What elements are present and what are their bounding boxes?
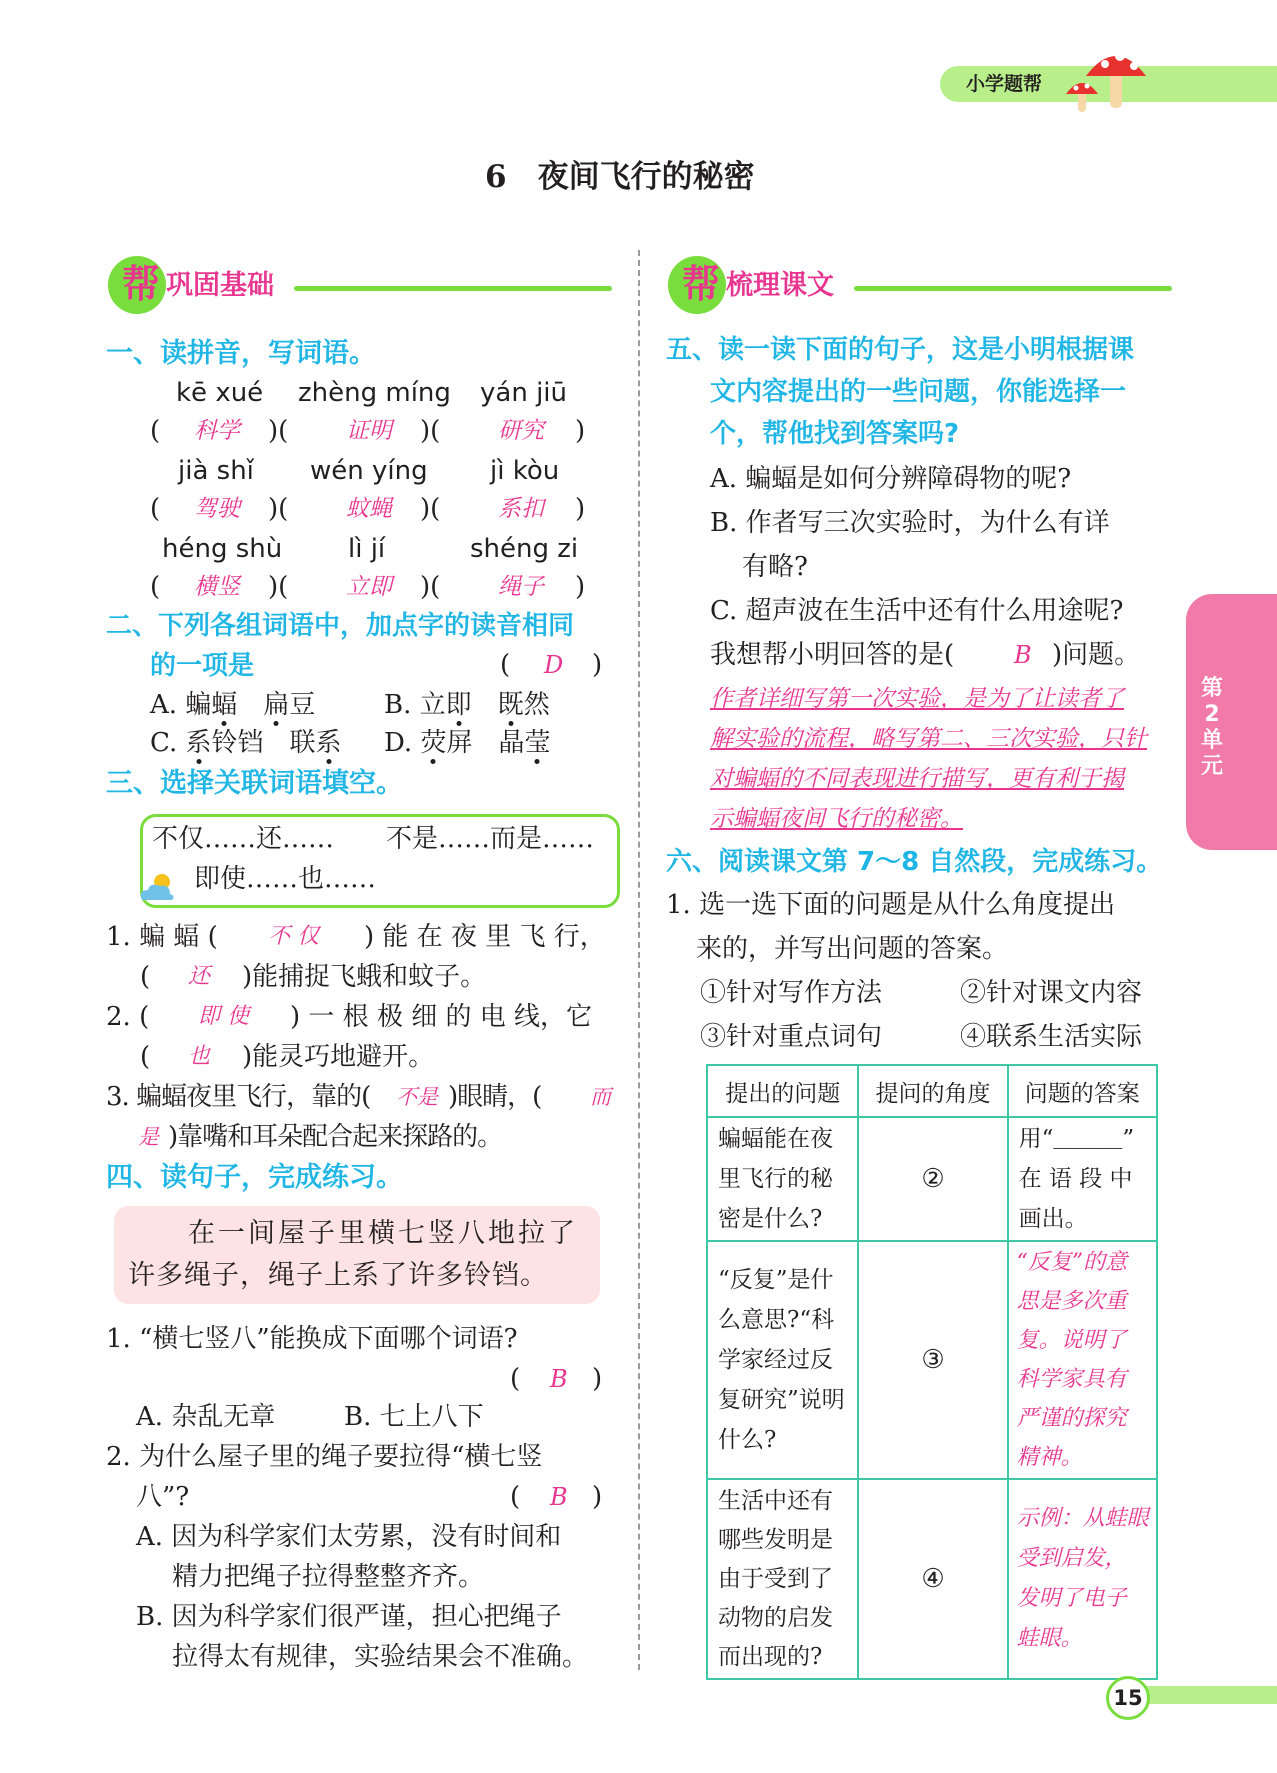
answer-5: 蚊蝇 xyxy=(346,496,392,522)
q5-answer-line-1: 作者详细写第一次实验，是为了让读者了 xyxy=(710,686,1124,712)
mushroom-icon xyxy=(1060,42,1150,114)
q4-sub2-1: 2. 为什么屋子里的绳子要拉得“横七竖 xyxy=(106,1442,543,1472)
q2-optD: D. 荧屏 晶莹 xyxy=(384,728,551,758)
section-badge-char: 帮 xyxy=(682,262,721,306)
answer-cell xyxy=(1008,1117,1157,1241)
q5-heading-3: 个，帮他找到答案吗? xyxy=(710,419,960,449)
section-badge-char: 帮 xyxy=(122,262,161,306)
bracket: )( xyxy=(268,416,289,446)
cell-line: 什么? xyxy=(718,1427,777,1453)
q3-s1-ans2: 还 xyxy=(188,964,211,989)
pinyin-7: héng shù xyxy=(162,534,283,564)
q4-passage-2: 许多绳子，绳子上系了许多铃铛。 xyxy=(128,1260,548,1291)
pinyin-1: kē xué xyxy=(176,378,264,408)
q3-s2-ans1: 即 使 xyxy=(198,1004,249,1029)
table-header: 提问的角度 xyxy=(858,1065,1007,1117)
q1-heading: 一、读拼音，写词语。 xyxy=(106,338,376,369)
q6-angle-4: ④联系生活实际 xyxy=(960,1022,1143,1052)
answer-1: 科学 xyxy=(194,418,240,444)
q2-heading-1: 二、下列各组词语中，加点字的读音相同 xyxy=(106,611,575,641)
cell-line: 发明了电子 xyxy=(1016,1586,1127,1611)
q5-optB1: B. 作者写三次实验时，为什么有详 xyxy=(710,508,1110,538)
cell-line: “反复”的意 xyxy=(1016,1250,1128,1275)
q5-optA: A. 蝙蝠是如何分辨障碍物的呢? xyxy=(710,464,1072,494)
unit-side-tab-label: 第2单元 xyxy=(1200,676,1223,779)
cell-line: 思是多次重 xyxy=(1016,1289,1127,1314)
answer-7: 横竖 xyxy=(194,574,240,600)
cell-line: 哪些发明是 xyxy=(718,1526,833,1553)
q4-sub1-optB: B. 七上八下 xyxy=(344,1402,484,1432)
cell-line: “反复”是什 xyxy=(718,1267,834,1293)
q2-optC: C. 系铃铛 联系 xyxy=(150,728,342,758)
q3-s1-d: )能捕捉飞蛾和蚊子。 xyxy=(242,962,487,992)
q3-s3-ans2b: 是 xyxy=(138,1125,159,1149)
q6-angle-3: ③针对重点词句 xyxy=(700,1022,883,1052)
q4-sub1: 1. “横七竖八”能换成下面哪个词语? xyxy=(106,1324,518,1354)
q5-ask-answer: B xyxy=(1014,641,1032,669)
q2-answer: D xyxy=(544,651,564,679)
q2-optA: A. 蝙蝠 扁豆 xyxy=(150,690,316,720)
answer-3: 研究 xyxy=(498,418,544,444)
question-cell xyxy=(707,1479,858,1679)
section-header-consolidate xyxy=(108,256,613,316)
q4-sub2-2: 八”? xyxy=(136,1482,190,1512)
cell-line: 生活中还有 xyxy=(718,1487,833,1514)
column-divider xyxy=(638,250,640,1670)
q6-sub1-2: 来的，并写出问题的答案。 xyxy=(696,934,1009,964)
box-conj-3: 即使……也…… xyxy=(194,864,377,894)
q4-sub2-bracket-close: ) xyxy=(592,1482,603,1512)
q3-s2-ans2: 也 xyxy=(188,1044,211,1069)
q5-ask-b: )问题。 xyxy=(1052,640,1141,670)
q4-sub1-bracket-open: ( xyxy=(510,1364,521,1394)
section-line xyxy=(294,286,612,291)
section-label: 梳理课文 xyxy=(726,270,834,301)
section-line xyxy=(854,286,1172,291)
cell-line: 精神。 xyxy=(1016,1445,1083,1470)
q3-s2-a: 2. ( xyxy=(106,1002,150,1032)
q4-sub2-answer: B xyxy=(550,1483,568,1511)
section-label: 巩固基础 xyxy=(166,270,274,301)
box-conj-1: 不仅……还…… xyxy=(152,824,335,854)
cell-line: 示例：从蛙眼 xyxy=(1016,1506,1149,1531)
table-row xyxy=(707,1241,1157,1479)
q4-passage-1: 在一间屋子里横七竖八地拉了 xyxy=(188,1218,578,1249)
section-header-review xyxy=(668,256,1173,316)
page-title: 6 夜间飞行的秘密 xyxy=(485,159,755,195)
bracket: )( xyxy=(420,494,441,524)
answer-8: 立即 xyxy=(346,574,392,600)
cell-line: 在 语 段 中 xyxy=(1018,1166,1133,1192)
question-cell xyxy=(707,1117,858,1241)
page-number: 15 xyxy=(1113,1686,1143,1710)
cell-line: 科学家具有 xyxy=(1016,1367,1127,1392)
cell-line: 复研究”说明 xyxy=(718,1387,845,1413)
table-header-row xyxy=(707,1065,1157,1117)
cloud-sun-icon xyxy=(136,868,180,904)
q6-angle-1: ①针对写作方法 xyxy=(700,978,883,1008)
q5-answer-line-4: 示蝙蝠夜间飞行的秘密。 xyxy=(710,806,963,832)
cell-line: 蛙眼。 xyxy=(1016,1626,1083,1651)
q3-s2-b: ) 一 根 极 细 的 电 线，它 xyxy=(290,1002,592,1032)
pinyin-5: wén yíng xyxy=(310,456,428,486)
q4-sub2-optA1: A. 因为科学家们太劳累，没有时间和 xyxy=(136,1522,562,1552)
answer-4: 驾驶 xyxy=(194,496,240,522)
bracket: )( xyxy=(268,572,289,602)
q5-optB2: 有略? xyxy=(742,552,808,582)
q5-heading-2: 文内容提出的一些问题，你能选择一 xyxy=(710,377,1127,407)
q6-sub1-1: 1. 选一选下面的问题是从什么角度提出 xyxy=(666,890,1116,920)
q2-optB: B. 立即 既然 xyxy=(384,690,550,720)
bracket: ) xyxy=(575,494,586,524)
q4-sub1-optA: A. 杂乱无章 xyxy=(136,1402,276,1432)
q5-ask-a: 我想帮小明回答的是( xyxy=(710,640,955,670)
q2-heading-2: 的一项是 xyxy=(150,651,255,681)
pinyin-6: jì kòu xyxy=(490,456,560,486)
q5-answer-line-2: 解实验的流程，略写第二、三次实验，只针 xyxy=(710,726,1147,752)
cell-line: 里飞行的秘 xyxy=(718,1166,833,1192)
answer-cell xyxy=(1008,1479,1157,1679)
cell-line: 画出。 xyxy=(1018,1206,1088,1232)
q3-s2-c: ( xyxy=(140,1042,151,1072)
angle-cell: ③ xyxy=(858,1241,1007,1479)
bracket: )( xyxy=(268,494,289,524)
q6-angle-2: ②针对课文内容 xyxy=(960,978,1143,1008)
cell-line: 而出现的? xyxy=(718,1643,823,1670)
q3-s1-b: ) 能 在 夜 里 飞 行， xyxy=(364,922,606,952)
cell-line: 学家经过反 xyxy=(718,1347,833,1373)
answer-cell xyxy=(1008,1241,1157,1479)
answer-brackets-row1: ( xyxy=(150,416,161,446)
box-conj-2: 不是……而是…… xyxy=(386,824,595,854)
table-row xyxy=(707,1117,1157,1241)
bracket: )( xyxy=(420,572,441,602)
cell-line: 密是什么? xyxy=(718,1206,823,1232)
brand-label: 小学题帮 xyxy=(966,73,1043,95)
q3-s3-a: 3. 蝙蝠夜里飞行，靠的( xyxy=(106,1082,371,1112)
q4-sub2-optB2: 拉得太有规律，实验结果会不准确。 xyxy=(172,1642,589,1672)
q4-sub2-optA2: 精力把绳子拉得整整齐齐。 xyxy=(172,1562,485,1592)
answer-brackets-row3: ( xyxy=(150,572,161,602)
q3-s1-ans1: 不 仅 xyxy=(268,924,319,949)
cell-line: 动物的启发 xyxy=(718,1604,833,1631)
table-header: 提出的问题 xyxy=(707,1065,858,1117)
q3-s2-d: )能灵巧地避开。 xyxy=(242,1042,435,1072)
angle-cell: ② xyxy=(858,1117,1007,1241)
q4-sub1-answer: B xyxy=(550,1365,568,1393)
footer-bar xyxy=(1140,1686,1277,1704)
q4-sub2-bracket-open: ( xyxy=(510,1482,521,1512)
q3-heading: 三、选择关联词语填空。 xyxy=(106,768,403,799)
cell-line: 受到启发， xyxy=(1016,1546,1127,1571)
pinyin-2: zhèng míng xyxy=(298,378,451,408)
q5-heading-1: 五、读一读下面的句子，这是小明根据课 xyxy=(666,335,1135,365)
q5-optC: C. 超声波在生活中还有什么用途呢? xyxy=(710,596,1124,626)
table-header: 问题的答案 xyxy=(1008,1065,1157,1117)
cell-line: 蝙蝠能在夜 xyxy=(718,1126,833,1152)
pinyin-3: yán jiū xyxy=(480,378,567,408)
answer-6: 系扣 xyxy=(498,496,544,522)
bracket: ) xyxy=(575,572,586,602)
q3-s1-a: 1. 蝙 蝠 ( xyxy=(106,922,218,952)
pinyin-8: lì jí xyxy=(348,534,386,564)
cell-line: 严谨的探究 xyxy=(1016,1406,1127,1431)
pinyin-4: jià shǐ xyxy=(178,456,254,486)
cell-line: 用“＿＿＿” xyxy=(1018,1126,1135,1152)
angle-cell: ④ xyxy=(858,1479,1007,1679)
pinyin-9: shéng zi xyxy=(470,534,579,564)
q2-bracket-open: ( xyxy=(500,650,511,680)
q4-sub1-bracket-close: ) xyxy=(592,1364,603,1394)
q3-s3-c: )靠嘴和耳朵配合起来探路的。 xyxy=(168,1122,503,1152)
q3-s1-c: ( xyxy=(140,962,151,992)
cell-line: 由于受到了 xyxy=(718,1565,833,1592)
q3-s3-b: )眼睛，( xyxy=(448,1082,542,1112)
bracket: )( xyxy=(420,416,441,446)
q3-s3-ans1: 不是 xyxy=(396,1085,438,1109)
question-cell xyxy=(707,1241,858,1479)
answer-brackets-row2: ( xyxy=(150,494,161,524)
bracket: ) xyxy=(575,416,586,446)
question-table xyxy=(706,1064,1158,1680)
q4-sub2-optB1: B. 因为科学家们很严谨，担心把绳子 xyxy=(136,1602,562,1632)
q4-heading: 四、读句子，完成练习。 xyxy=(106,1162,403,1193)
answer-2: 证明 xyxy=(346,418,392,444)
q2-bracket-close: ) xyxy=(592,650,603,680)
cell-line: 复。说明了 xyxy=(1016,1328,1127,1353)
answer-9: 绳子 xyxy=(498,574,544,600)
q5-answer-line-3: 对蝙蝠的不同表现进行描写，更有利于揭 xyxy=(710,766,1124,792)
q3-s3-ans2a: 而 xyxy=(590,1085,611,1109)
q6-heading: 六、阅读课文第 7～8 自然段，完成练习。 xyxy=(666,847,1163,877)
cell-line: 么意思?“科 xyxy=(718,1307,835,1333)
table-row xyxy=(707,1479,1157,1679)
